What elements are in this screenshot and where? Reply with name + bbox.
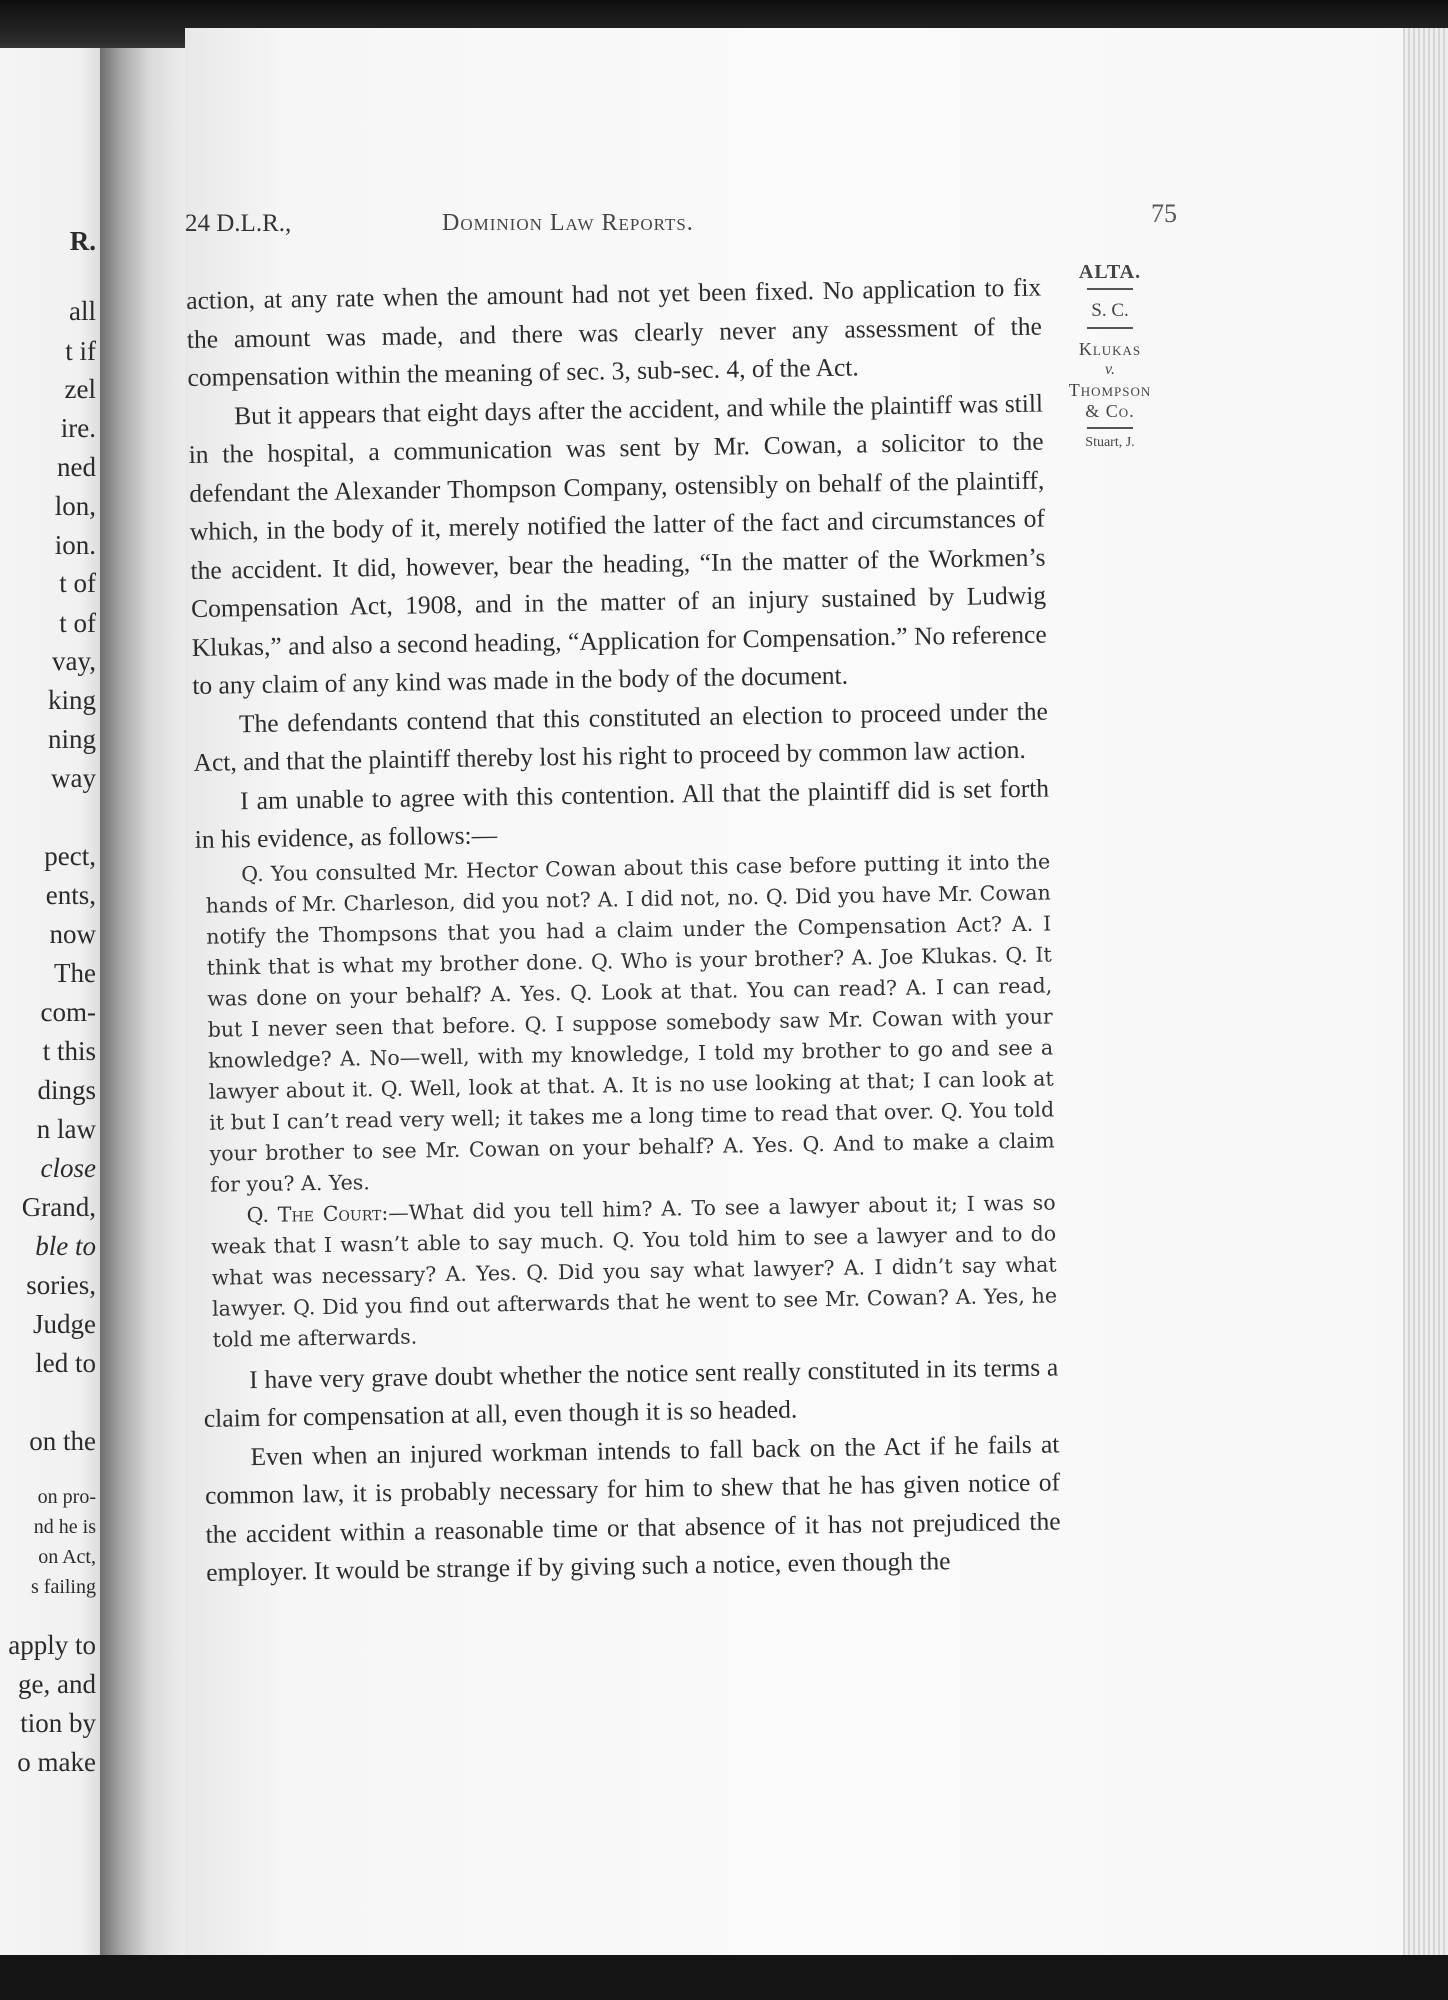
left-page-fragment: close [40, 1153, 96, 1183]
scanner-bottom-border [0, 1955, 1448, 2000]
left-page-fragment: Judge [33, 1309, 96, 1339]
case-sidenote [1050, 260, 1170, 452]
divider [1087, 288, 1133, 290]
previous-page [0, 48, 100, 1968]
quote-prefix: Q. [246, 1202, 278, 1227]
left-page-fragment: king [47, 685, 96, 715]
left-page-fragment: now [49, 919, 96, 949]
quote-text: :—What did you tell him? A. To see a lawyer about it; I was so weak that I wasn’t able to say much. Q. You told him to see a lawyer and to do what was necessary? A. Yes. Q. Did you say what lawyer? A. I didn’t say what lawyer. Q. Did you find out afterwards that he went to see Mr. Cowan? A. Yes, he told me afterwards. [210, 1189, 1058, 1352]
left-page-fragment: nd he is [33, 1516, 96, 1538]
left-page-fragment: ire. [60, 413, 96, 443]
party-defendant-suffix: & Co. [1085, 401, 1135, 422]
page-number: 75 [1151, 199, 1177, 228]
left-page-fragment: dings [37, 1075, 96, 1105]
left-page-fragment: t this [42, 1036, 96, 1066]
court: S. C. [1091, 300, 1129, 321]
left-page-fragment: R. [69, 226, 96, 256]
left-page-fragment: ning [47, 724, 96, 754]
left-page-fragment: zel [64, 374, 96, 404]
testimony-quote: Q. You consulted Mr. Hector Cowan about this case before putting it into the hands of Mr. Charleson, did you not? A. I did not, no. Q. Did you have Mr. Cowan notify the Thompsons that you had a claim under the Compensation Act? A. I think that is what my brother done. Q. Who is your brother? A. Joe Klukas. Q. It was done on your behalf? A. Yes. Q. Look at that. You can read? A. I can read, but I never seen that before. Q. I suppose somebody saw Mr. Cowan with your knowledge? A. No—well, with my knowledge, I told my brother to go and see a lawyer about it. Q. Well, look at that. A. It is no use looking at that; I can look at it but I can’t read very well; it takes me a long time to read that over. Q. You told your brother to see Mr. Cowan on your behalf? A. Yes. Q. And to make a claim for you? A. Yes. [205, 848, 1055, 1197]
left-page-fragment: lon, [54, 491, 96, 521]
left-page-fragment: vay, [52, 646, 96, 676]
paragraph: I have very grave doubt whether the notice sent really constituted in its terms a claim for compensation at all, even though it is so headed. [203, 1351, 1059, 1433]
judge: Stuart, J. [1085, 434, 1135, 450]
paragraph: Even when an injured workman intends to fall back on the Act if he fails at common law, it is probably necessary for him to shew that he has given notice of the accident within a reasonable time or that absence of it has not prejudiced the employer. It would be strange if by giving such a notice, even though the [204, 1428, 1061, 1587]
left-page-fragment: all [69, 296, 96, 326]
left-page-fragment: ion. [54, 530, 96, 560]
left-page-fragment: led to [35, 1348, 96, 1378]
paragraph: action, at any rate when the amount had not yet been fixed. No application to fix the amount was made, and there was clearly never any assessment of the compensation within the meaning of sec. 3, sub-sec. 4, of the Act. [186, 272, 1043, 392]
jurisdiction: ALTA. [1078, 261, 1142, 283]
party-defendant: Thompson [1068, 379, 1152, 400]
running-header [185, 199, 1185, 245]
left-page-fragment: ge, and [18, 1669, 96, 1699]
running-title: Dominion Law Reports. [442, 210, 694, 236]
left-page-fragment: t if [65, 336, 96, 366]
left-page-fragment: ned [57, 452, 96, 482]
left-page-fragment: t of [59, 568, 96, 598]
testimony-quote [200, 1187, 1057, 1355]
left-page-fragment: sories, [26, 1270, 96, 1300]
divider [1087, 427, 1133, 429]
left-page-fragment: pect, [44, 841, 96, 871]
left-page-fragment: on the [29, 1426, 96, 1456]
left-page-fragment: The [54, 958, 96, 988]
left-page-fragment: Grand, [21, 1192, 96, 1222]
left-page-fragment: ble to [35, 1231, 96, 1261]
left-page-fragment: tion by [20, 1708, 96, 1738]
left-page-fragment: s failing [31, 1576, 96, 1598]
versus: v. [1105, 361, 1115, 379]
left-page-fragment: com- [40, 997, 96, 1027]
left-page-fragment: t of [59, 608, 96, 638]
book-gutter [100, 48, 190, 1968]
volume-reference: 24 D.L.R., [185, 210, 292, 237]
left-page-fragment: on pro- [37, 1486, 96, 1508]
page-edge [1403, 28, 1448, 1963]
judgment-text [186, 269, 1061, 1593]
left-page-fragment: apply to [8, 1630, 96, 1660]
left-page-fragment: o make [17, 1747, 96, 1777]
left-page-fragment: way [51, 763, 96, 793]
left-page-fragment: on Act, [38, 1546, 96, 1568]
the-court-label: The Court [277, 1200, 382, 1227]
paragraph: The defendants contend that this constituted an election to proceed under the Act, and that the plaintiff thereby lost his right to proceed by common law action. [193, 696, 1049, 777]
left-page-fragment: ents, [45, 880, 96, 910]
divider [1087, 327, 1133, 329]
party-plaintiff: Klukas [1078, 338, 1142, 359]
paragraph: I am unable to agree with this contention. All that the plaintiff did is set forth in his evidence, as follows:— [194, 773, 1050, 854]
left-page-fragment: n law [36, 1114, 96, 1144]
paragraph: But it appears that eight days after the accident, and while the plaintiff was still in the hospital, a communication was sent by Mr. Cowan, a solicitor to the defendant the Alexander Thompson Company, ostensibly on behalf of the plaintiff, which, in the body of it, merely notified the latter of the fact and circumstances of the accident. It did, however, bear the heading, “In the matter of the Workmen’s Compensation Act, 1908, and in the matter of an injury sustained by Ludwig Klukas,” and also a second heading, “Application for Compensation.” No reference to any claim of any kind was made in the body of the document. [188, 388, 1047, 700]
